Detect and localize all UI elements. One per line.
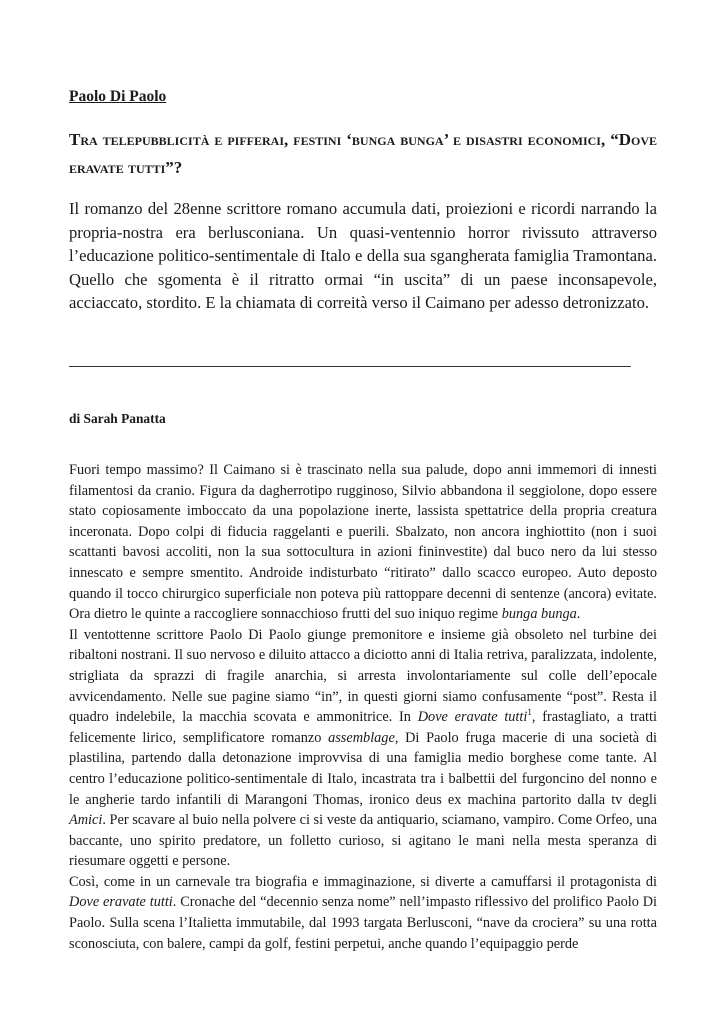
paragraph-1 (69, 460, 657, 625)
book-title: Dove eravate tutti (417, 709, 528, 726)
article-title: Tra telepubblicità e pifferai, festini ‘bunga bunga’ e disastri economici, “Dove eravate tutti”? (69, 130, 657, 177)
paragraph-1-text: Fuori tempo massimo? Il Caimano si è trascinato nella sua palude, dopo anni immemori di innesti filamentosi da cranio. Figura da dagherrotipo rugginoso, Silvio abbandona il seggiolone, dopo essere stato copiosamente imboccato da una popolazione inerte, lassista spettatrice della propria creatura inceronata. Dopo colpi di fiducia raggelanti e puerili. Sbalzato, non ancora inghiottito (non i suoi scattanti bavosi accoliti, non la sua sottocultura in azioni fininvestite) dal buco nero da lui stesso innescato e sempre smentito. Androide indisturbato “ritirato” dallo scacco europeo. Auto deposto quando il tocco chirurgico superficiale non poteva più rattoppare decenni di sentenze (ancora) evitate. Ora dietro le quinte a raccogliere sonnacchioso frutti del suo iniquo regime (69, 462, 657, 623)
author-name: Paolo Di Paolo (69, 88, 167, 105)
italic-term: assemblage (328, 729, 395, 746)
book-title: Dove eravate tutti (69, 894, 173, 911)
paragraph-2-text: Il ventottenne scrittore Paolo Di Paolo giunge premonitore e insieme già obsoleto nel turbine dei ribaltoni nostrani. Il suo nervoso e diluito attacco a diciotto anni di Italia retriva, paralizzata, indolente, strigliata da sprazzi di fragile anarchia, si arresta involontariamente sul colle dell’epocale avvicendamento. Nelle sue pagine siamo “in”, in questi giorni siamo confusamente “post”. Resta il quadro indelebile, la macchia scovata e ammonitrice. In (69, 626, 657, 726)
paragraph-2-text-c: , Di Paolo fruga macerie di una società di plastilina, partendo dalla detonazione improvvisa di una famiglia medio borghese come tante. Al centro l’educazione politico-sentimentale di Italo, incastrata tra i balbettii del furgoncino del nonno e le angherie tardo infantili di Marangoni Thomas, ironico deus ex machina partorito dalla tv degli (69, 729, 657, 808)
paragraph-2-text-d: . Per scavare al buio nella polvere ci si veste da antiquario, sciamano, vampiro. Come Orfeo, una baccante, uno spirito predatore, un folletto curioso, si agitano le mani nella mesta speranza di riesumare oggetti e persone. (69, 812, 657, 870)
italic-term: Amici (69, 812, 103, 829)
paragraph-2 (69, 625, 657, 872)
separator-line (69, 366, 631, 367)
footnote-marker: 1 (527, 707, 532, 718)
paragraph-3-text-b: . Cronache del “decennio senza nome” nell’impasto riflessivo del prolifico Paolo Di Paolo. Sulla scena l’Italietta immutabile, dal 1993 targata Berlusconi, “nave da crociera” su una rotta sconosciuta, con balere, campi da golf, festini perpetui, anche quando l’equipaggio perde (69, 894, 657, 952)
paragraph-2-text-b: , frastagliato, a tratti felicemente lirico, semplificatore romanzo (69, 709, 657, 746)
paragraph-3 (69, 872, 657, 954)
italic-term: bunga bunga (501, 606, 577, 623)
article-lead: Il romanzo del 28enne scrittore romano accumula dati, proiezioni e ricordi narrando la propria-nostra era berlusconiana. Un quasi-ventennio horror rivissuto attraverso l’educazione politico-sentimentale di Italo e della sua sgangherata famiglia Tramontana. Quello che sgomenta è il ritratto ormai “in uscita” di un paese inconsapevole, acciaccato, stordito. E la chiamata di correità verso il Caimano per adesso detronizzato. (69, 199, 657, 313)
paragraph-3-text: Così, come in un carnevale tra biografia e immaginazione, si diverte a camuffarsi il protagonista di (69, 873, 657, 890)
article-body (69, 460, 657, 954)
byline: di Sarah Panatta (69, 411, 166, 426)
paragraph-1-end: . (576, 606, 581, 623)
